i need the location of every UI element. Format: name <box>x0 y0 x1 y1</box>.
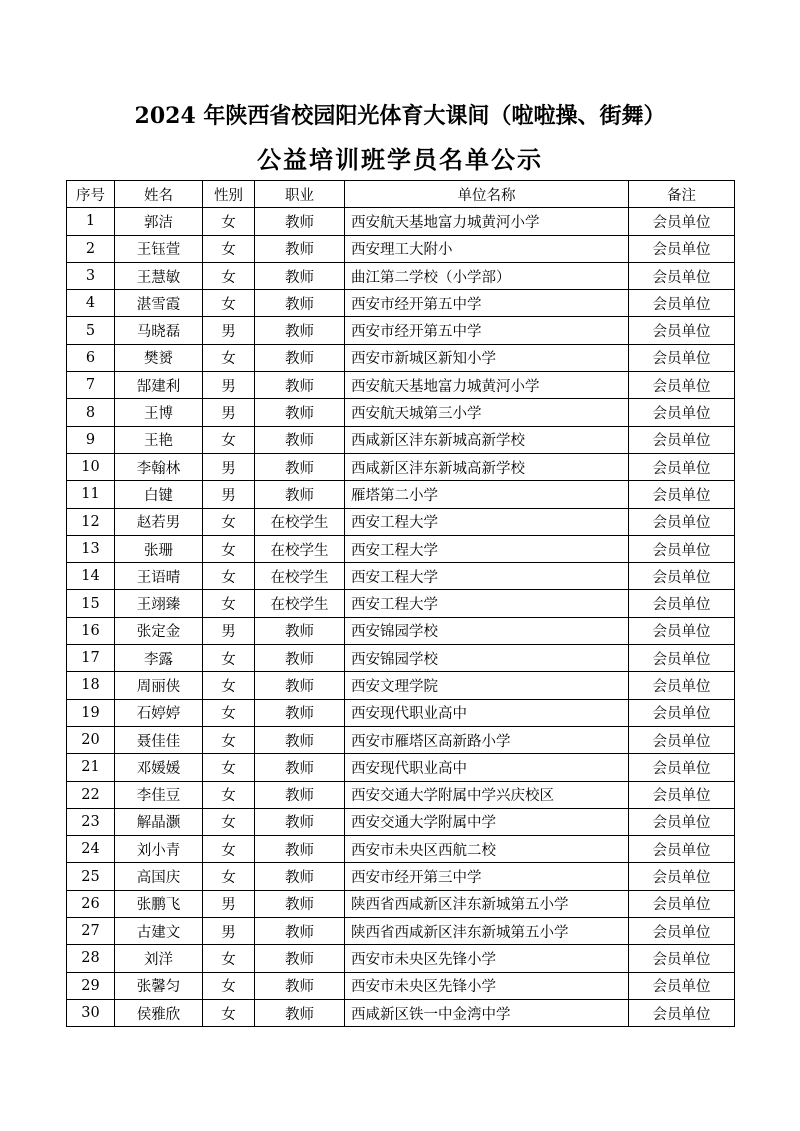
cell-gender: 女 <box>203 781 255 808</box>
table-row <box>67 754 735 781</box>
table-row <box>67 208 735 235</box>
table-row <box>67 563 735 590</box>
cell-remark: 会员单位 <box>629 344 735 371</box>
cell-name: 王慧敏 <box>115 262 203 289</box>
cell-occupation: 教师 <box>255 754 345 781</box>
table-row <box>67 890 735 917</box>
table-row <box>67 317 735 344</box>
cell-remark: 会员单位 <box>629 972 735 999</box>
cell-index: 5 <box>67 317 115 344</box>
cell-index: 25 <box>67 863 115 890</box>
cell-index: 26 <box>67 890 115 917</box>
cell-unit-name: 西安航天城第三小学 <box>345 399 629 426</box>
cell-name: 周丽侠 <box>115 672 203 699</box>
cell-index: 8 <box>67 399 115 426</box>
cell-remark: 会员单位 <box>629 863 735 890</box>
cell-gender: 女 <box>203 235 255 262</box>
cell-unit-name: 西咸新区沣东新城高新学校 <box>345 426 629 453</box>
cell-index: 17 <box>67 645 115 672</box>
table-row <box>67 453 735 480</box>
cell-remark: 会员单位 <box>629 508 735 535</box>
cell-remark: 会员单位 <box>629 590 735 617</box>
cell-name: 张珊 <box>115 535 203 562</box>
cell-name: 邓媛媛 <box>115 754 203 781</box>
cell-gender: 男 <box>203 317 255 344</box>
cell-name: 王翊臻 <box>115 590 203 617</box>
cell-remark: 会员单位 <box>629 208 735 235</box>
cell-unit-name: 西安锦园学校 <box>345 617 629 644</box>
cell-occupation: 教师 <box>255 863 345 890</box>
table-row <box>67 945 735 972</box>
student-roster-table <box>66 180 735 1027</box>
cell-remark: 会员单位 <box>629 617 735 644</box>
header-gender: 性别 <box>203 181 255 208</box>
header-remark: 备注 <box>629 181 735 208</box>
cell-gender: 男 <box>203 890 255 917</box>
cell-gender: 女 <box>203 590 255 617</box>
cell-index: 14 <box>67 563 115 590</box>
cell-unit-name: 陕西省西咸新区沣东新城第五小学 <box>345 918 629 945</box>
cell-unit-name: 西安市新城区新知小学 <box>345 344 629 371</box>
table-body <box>67 208 735 1027</box>
cell-gender: 女 <box>203 808 255 835</box>
cell-unit-name: 西安市雁塔区高新路小学 <box>345 726 629 753</box>
cell-gender: 男 <box>203 918 255 945</box>
cell-remark: 会员单位 <box>629 426 735 453</box>
cell-unit-name: 西安航天基地富力城黄河小学 <box>345 208 629 235</box>
cell-index: 22 <box>67 781 115 808</box>
cell-remark: 会员单位 <box>629 481 735 508</box>
table-row <box>67 672 735 699</box>
cell-index: 13 <box>67 535 115 562</box>
cell-index: 24 <box>67 836 115 863</box>
cell-remark: 会员单位 <box>629 235 735 262</box>
cell-unit-name: 西咸新区铁一中金湾中学 <box>345 999 629 1026</box>
cell-gender: 女 <box>203 426 255 453</box>
cell-remark: 会员单位 <box>629 317 735 344</box>
cell-index: 20 <box>67 726 115 753</box>
cell-gender: 女 <box>203 726 255 753</box>
cell-index: 29 <box>67 972 115 999</box>
cell-remark: 会员单位 <box>629 399 735 426</box>
cell-name: 王博 <box>115 399 203 426</box>
cell-unit-name: 西安市未央区西航二校 <box>345 836 629 863</box>
cell-gender: 女 <box>203 645 255 672</box>
table-row <box>67 372 735 399</box>
cell-remark: 会员单位 <box>629 726 735 753</box>
cell-remark: 会员单位 <box>629 535 735 562</box>
cell-occupation: 教师 <box>255 426 345 453</box>
cell-gender: 男 <box>203 453 255 480</box>
cell-unit-name: 西安工程大学 <box>345 535 629 562</box>
cell-occupation: 教师 <box>255 781 345 808</box>
table-row <box>67 262 735 289</box>
cell-name: 刘洋 <box>115 945 203 972</box>
cell-name: 湛雪霞 <box>115 290 203 317</box>
table-row <box>67 699 735 726</box>
cell-gender: 男 <box>203 399 255 426</box>
cell-occupation: 教师 <box>255 317 345 344</box>
cell-name: 王艳 <box>115 426 203 453</box>
table-row <box>67 235 735 262</box>
cell-occupation: 在校学生 <box>255 508 345 535</box>
cell-index: 3 <box>67 262 115 289</box>
cell-occupation: 教师 <box>255 262 345 289</box>
cell-gender: 男 <box>203 372 255 399</box>
cell-name: 古建文 <box>115 918 203 945</box>
table-row <box>67 590 735 617</box>
cell-occupation: 教师 <box>255 918 345 945</box>
cell-occupation: 教师 <box>255 890 345 917</box>
cell-gender: 女 <box>203 290 255 317</box>
cell-occupation: 教师 <box>255 617 345 644</box>
cell-gender: 女 <box>203 754 255 781</box>
cell-gender: 女 <box>203 563 255 590</box>
table-row <box>67 399 735 426</box>
cell-unit-name: 西咸新区沣东新城高新学校 <box>345 453 629 480</box>
cell-index: 28 <box>67 945 115 972</box>
cell-name: 郜建利 <box>115 372 203 399</box>
cell-name: 石婷婷 <box>115 699 203 726</box>
cell-unit-name: 西安市经开第三中学 <box>345 863 629 890</box>
cell-occupation: 教师 <box>255 344 345 371</box>
cell-name: 侯雅欣 <box>115 999 203 1026</box>
cell-name: 樊赟 <box>115 344 203 371</box>
cell-gender: 女 <box>203 508 255 535</box>
cell-occupation: 教师 <box>255 808 345 835</box>
cell-name: 张鹏飞 <box>115 890 203 917</box>
cell-occupation: 教师 <box>255 836 345 863</box>
cell-remark: 会员单位 <box>629 672 735 699</box>
cell-unit-name: 西安理工大附小 <box>345 235 629 262</box>
cell-occupation: 教师 <box>255 235 345 262</box>
header-occupation: 职业 <box>255 181 345 208</box>
cell-remark: 会员单位 <box>629 808 735 835</box>
table-row <box>67 836 735 863</box>
table-row <box>67 617 735 644</box>
cell-name: 解晶灏 <box>115 808 203 835</box>
table-row <box>67 344 735 371</box>
cell-name: 李翰林 <box>115 453 203 480</box>
cell-name: 赵若男 <box>115 508 203 535</box>
cell-index: 6 <box>67 344 115 371</box>
table-row <box>67 481 735 508</box>
table-row <box>67 863 735 890</box>
cell-gender: 女 <box>203 945 255 972</box>
cell-index: 15 <box>67 590 115 617</box>
table-row <box>67 645 735 672</box>
cell-unit-name: 西安市未央区先锋小学 <box>345 945 629 972</box>
table-row <box>67 918 735 945</box>
cell-occupation: 教师 <box>255 672 345 699</box>
cell-occupation: 教师 <box>255 481 345 508</box>
cell-unit-name: 西安工程大学 <box>345 563 629 590</box>
cell-unit-name: 西安锦园学校 <box>345 645 629 672</box>
cell-remark: 会员单位 <box>629 290 735 317</box>
cell-remark: 会员单位 <box>629 563 735 590</box>
cell-gender: 女 <box>203 344 255 371</box>
cell-unit-name: 西安航天基地富力城黄河小学 <box>345 372 629 399</box>
cell-index: 16 <box>67 617 115 644</box>
cell-remark: 会员单位 <box>629 918 735 945</box>
cell-index: 18 <box>67 672 115 699</box>
cell-occupation: 教师 <box>255 945 345 972</box>
cell-index: 4 <box>67 290 115 317</box>
cell-remark: 会员单位 <box>629 262 735 289</box>
cell-remark: 会员单位 <box>629 890 735 917</box>
cell-occupation: 教师 <box>255 208 345 235</box>
table-row <box>67 808 735 835</box>
table-row <box>67 999 735 1026</box>
cell-unit-name: 西安交通大学附属中学兴庆校区 <box>345 781 629 808</box>
cell-unit-name: 西安文理学院 <box>345 672 629 699</box>
table-row <box>67 535 735 562</box>
cell-gender: 女 <box>203 262 255 289</box>
cell-index: 10 <box>67 453 115 480</box>
cell-index: 19 <box>67 699 115 726</box>
cell-name: 王钰萱 <box>115 235 203 262</box>
cell-unit-name: 西安市经开第五中学 <box>345 317 629 344</box>
document-title-line2: 公益培训班学员名单公示 <box>257 145 543 174</box>
cell-gender: 男 <box>203 617 255 644</box>
cell-remark: 会员单位 <box>629 645 735 672</box>
cell-index: 11 <box>67 481 115 508</box>
cell-name: 李露 <box>115 645 203 672</box>
cell-index: 21 <box>67 754 115 781</box>
cell-unit-name: 曲江第二学校（小学部） <box>345 262 629 289</box>
cell-gender: 女 <box>203 208 255 235</box>
cell-occupation: 在校学生 <box>255 563 345 590</box>
cell-occupation: 教师 <box>255 645 345 672</box>
cell-name: 马晓磊 <box>115 317 203 344</box>
cell-occupation: 在校学生 <box>255 535 345 562</box>
cell-name: 白键 <box>115 481 203 508</box>
cell-occupation: 教师 <box>255 290 345 317</box>
cell-name: 郭洁 <box>115 208 203 235</box>
cell-occupation: 教师 <box>255 699 345 726</box>
cell-index: 12 <box>67 508 115 535</box>
cell-unit-name: 陕西省西咸新区沣东新城第五小学 <box>345 890 629 917</box>
cell-unit-name: 西安交通大学附属中学 <box>345 808 629 835</box>
cell-index: 9 <box>67 426 115 453</box>
table-row <box>67 726 735 753</box>
cell-name: 高国庆 <box>115 863 203 890</box>
cell-name: 李佳豆 <box>115 781 203 808</box>
cell-index: 23 <box>67 808 115 835</box>
cell-occupation: 教师 <box>255 399 345 426</box>
cell-remark: 会员单位 <box>629 999 735 1026</box>
cell-occupation: 教师 <box>255 999 345 1026</box>
cell-unit-name: 西安市经开第五中学 <box>345 290 629 317</box>
cell-occupation: 教师 <box>255 453 345 480</box>
cell-index: 1 <box>67 208 115 235</box>
cell-name: 张定金 <box>115 617 203 644</box>
cell-gender: 女 <box>203 863 255 890</box>
table-row <box>67 508 735 535</box>
cell-index: 2 <box>67 235 115 262</box>
table-header-row <box>67 181 735 208</box>
cell-gender: 女 <box>203 672 255 699</box>
cell-occupation: 教师 <box>255 726 345 753</box>
cell-occupation: 在校学生 <box>255 590 345 617</box>
cell-remark: 会员单位 <box>629 754 735 781</box>
cell-unit-name: 西安现代职业高中 <box>345 699 629 726</box>
cell-gender: 女 <box>203 972 255 999</box>
table-row <box>67 426 735 453</box>
cell-gender: 女 <box>203 535 255 562</box>
cell-name: 聂佳佳 <box>115 726 203 753</box>
cell-occupation: 教师 <box>255 972 345 999</box>
table-row <box>67 972 735 999</box>
cell-unit-name: 西安工程大学 <box>345 590 629 617</box>
header-index: 序号 <box>67 181 115 208</box>
cell-index: 7 <box>67 372 115 399</box>
cell-remark: 会员单位 <box>629 453 735 480</box>
cell-name: 张馨匀 <box>115 972 203 999</box>
cell-gender: 女 <box>203 699 255 726</box>
cell-remark: 会员单位 <box>629 781 735 808</box>
cell-remark: 会员单位 <box>629 836 735 863</box>
cell-gender: 男 <box>203 481 255 508</box>
cell-unit-name: 西安现代职业高中 <box>345 754 629 781</box>
cell-remark: 会员单位 <box>629 372 735 399</box>
header-name: 姓名 <box>115 181 203 208</box>
cell-unit-name: 西安市未央区先锋小学 <box>345 972 629 999</box>
cell-occupation: 教师 <box>255 372 345 399</box>
header-unit-name: 单位名称 <box>345 181 629 208</box>
cell-unit-name: 西安工程大学 <box>345 508 629 535</box>
cell-remark: 会员单位 <box>629 945 735 972</box>
cell-unit-name: 雁塔第二小学 <box>345 481 629 508</box>
document-title-line1: 2024 年陕西省校园阳光体育大课间（啦啦操、街舞） <box>134 103 666 129</box>
cell-gender: 女 <box>203 836 255 863</box>
cell-gender: 女 <box>203 999 255 1026</box>
cell-name: 刘小青 <box>115 836 203 863</box>
cell-index: 27 <box>67 918 115 945</box>
cell-remark: 会员单位 <box>629 699 735 726</box>
cell-name: 王语晴 <box>115 563 203 590</box>
cell-index: 30 <box>67 999 115 1026</box>
table-row <box>67 781 735 808</box>
table-row <box>67 290 735 317</box>
